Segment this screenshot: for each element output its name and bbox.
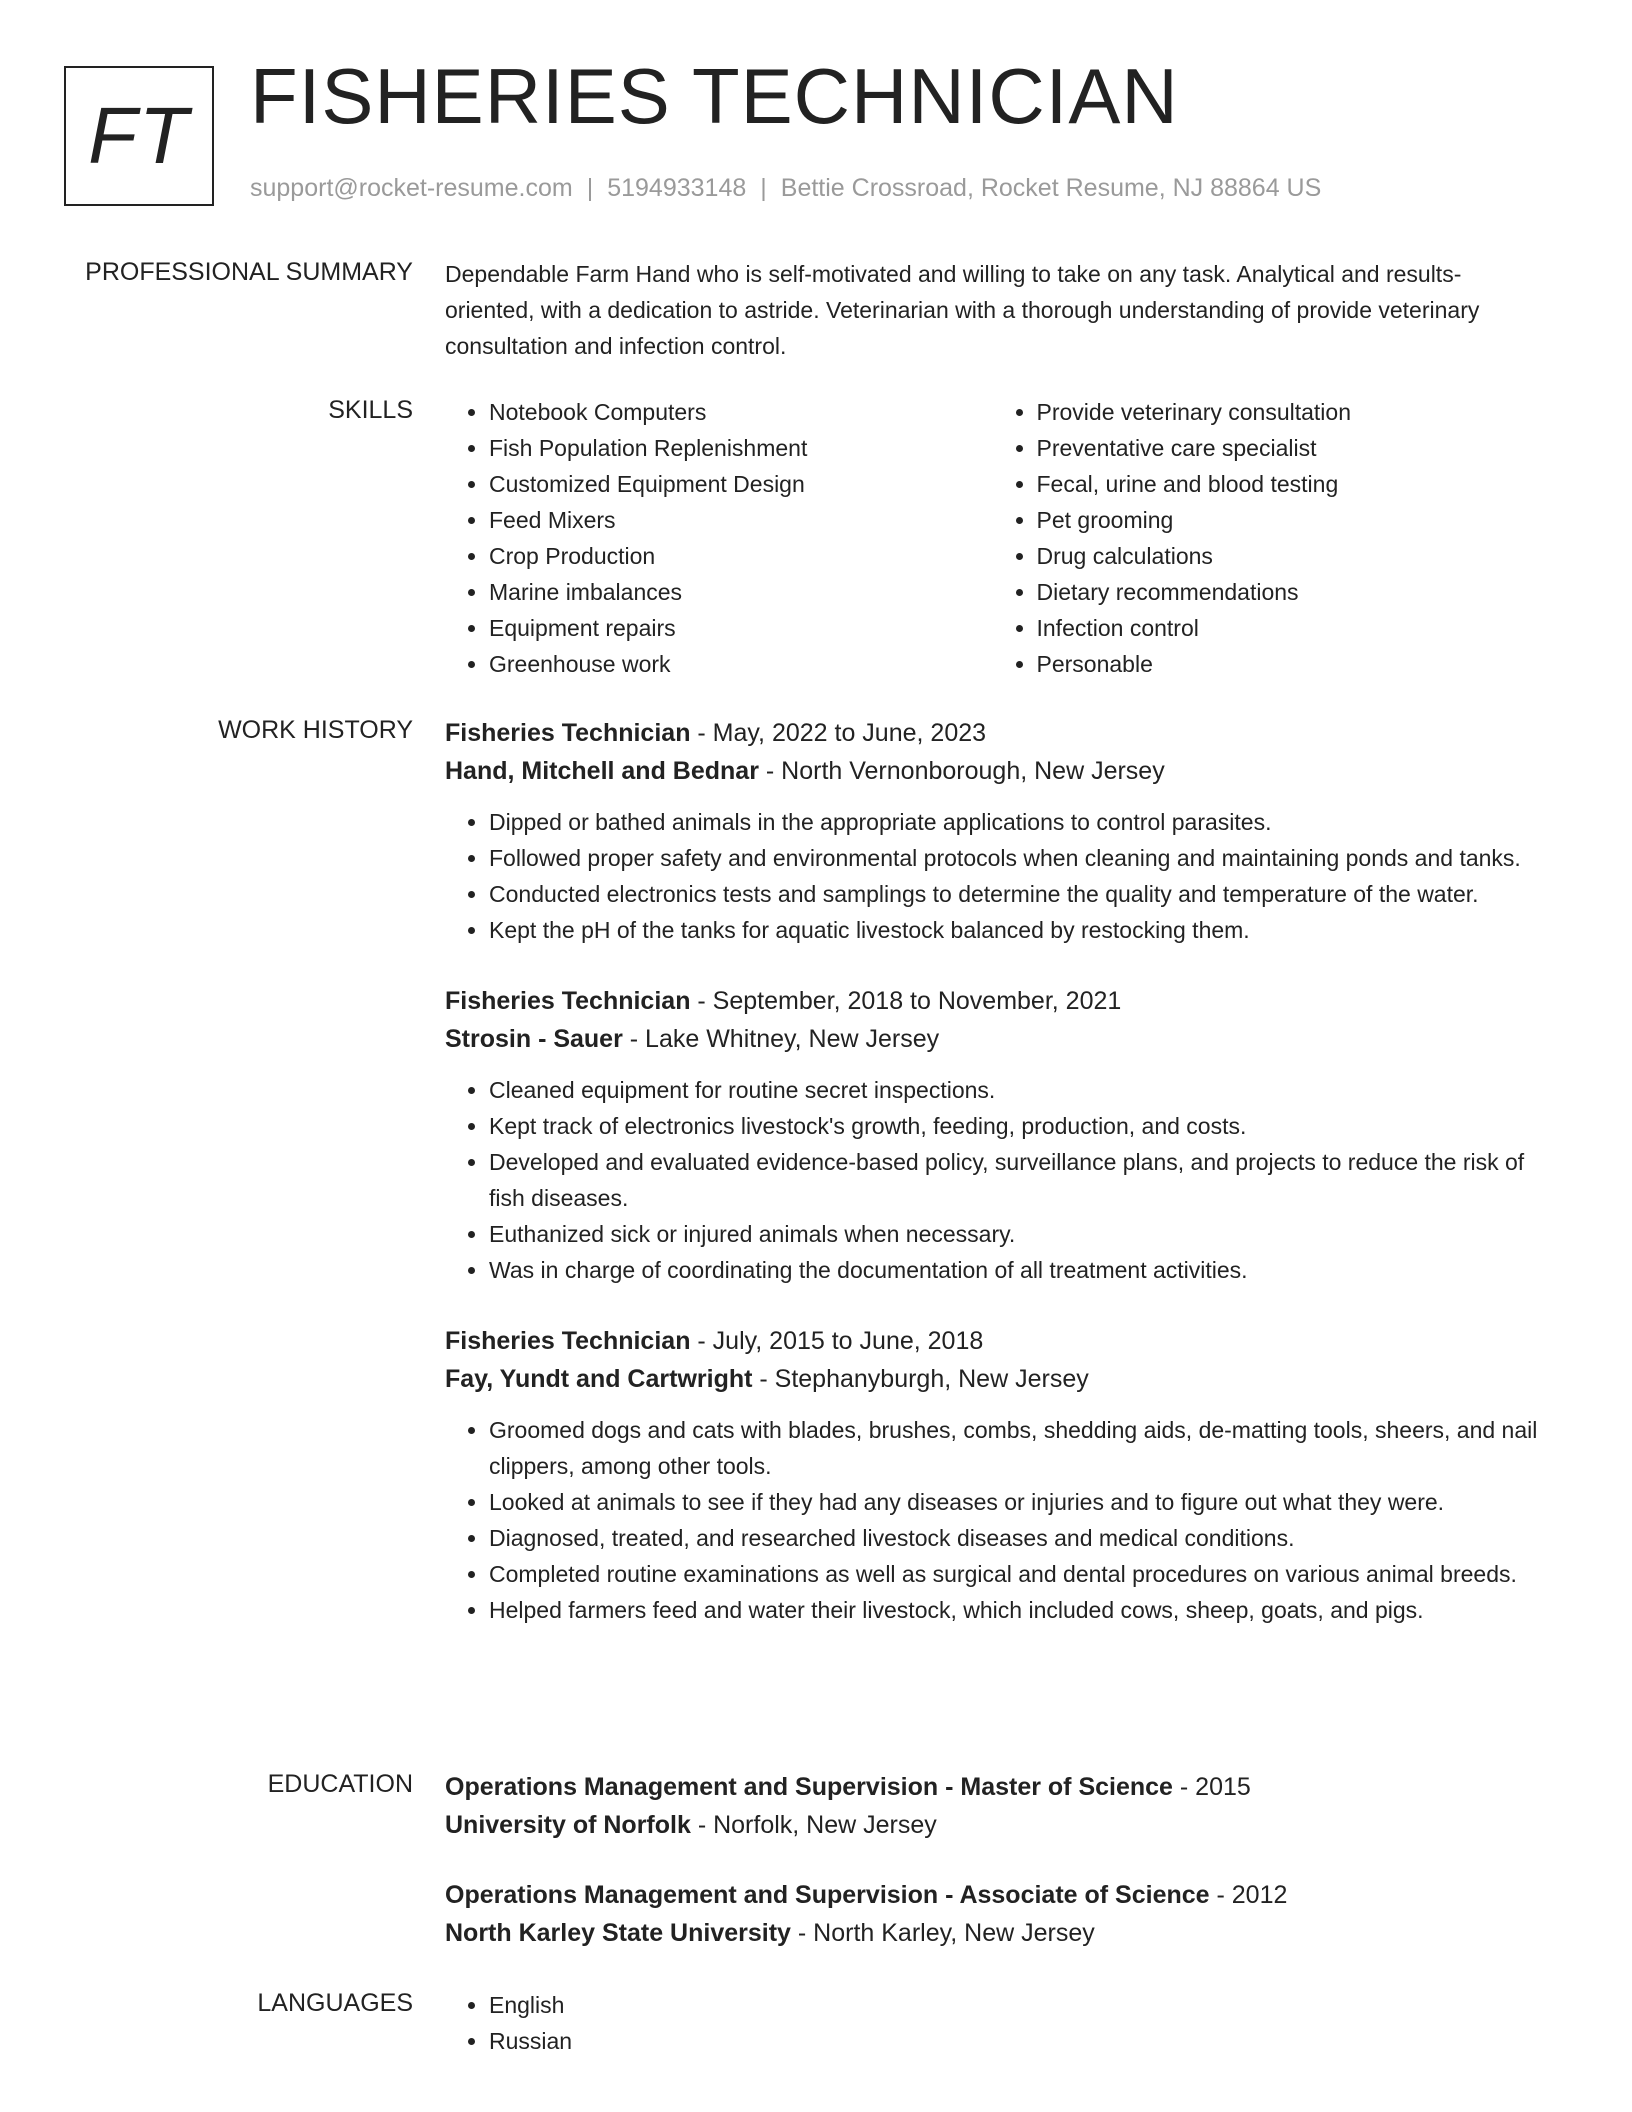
section-label-summary: PROFESSIONAL SUMMARY [85, 258, 413, 286]
education-school: University of Norfolk [445, 1811, 691, 1839]
job-bullet: • Was in charge of coordinating the documentation of all treatment activities. [489, 1252, 1540, 1288]
job-bullet: • Helped farmers feed and water their livestock, which included cows, sheep, goats, and pigs. [489, 1592, 1540, 1628]
job-company: Hand, Mitchell and Bednar [445, 757, 759, 785]
job-title: Fisheries Technician [445, 719, 691, 747]
skills-list-right [993, 394, 1541, 682]
education-body [445, 1768, 1540, 1984]
job-company-line [445, 752, 1540, 790]
monogram-initials: FT [88, 91, 190, 180]
contact-separator: | [586, 174, 594, 202]
job-title-line [445, 714, 1540, 752]
language-item: • Russian [489, 2023, 1540, 2059]
job-bullet: • Kept the pH of the tanks for aquatic livestock balanced by restocking them. [489, 912, 1540, 948]
section-label-education: EDUCATION [267, 1770, 413, 1798]
education-school-line [445, 1914, 1540, 1952]
skill-item: • Crop Production [489, 538, 993, 574]
job-bullet: • Euthanized sick or injured animals when necessary. [489, 1216, 1540, 1252]
job-bullet: • Groomed dogs and cats with blades, brushes, combs, shedding aids, de-matting tools, sheers, and nail clippers, among other tools. [489, 1412, 1540, 1484]
job-location: - Stephanyburgh, New Jersey [752, 1365, 1089, 1393]
job-entry [445, 1322, 1540, 1628]
section-label-languages: LANGUAGES [257, 1989, 413, 2017]
contact-line [250, 174, 1321, 203]
skill-item: • Personable [1037, 646, 1541, 682]
job-bullets [445, 804, 1540, 948]
job-dates: - September, 2018 to November, 2021 [690, 987, 1122, 1015]
job-bullet: • Completed routine examinations as well as surgical and dental procedures on various animal breeds. [489, 1556, 1540, 1592]
skill-item: • Greenhouse work [489, 646, 993, 682]
skill-item: • Drug calculations [1037, 538, 1541, 574]
education-entry [445, 1876, 1540, 1952]
job-bullet: • Diagnosed, treated, and researched livestock diseases and medical conditions. [489, 1520, 1540, 1556]
job-bullet: • Kept track of electronics livestock's growth, feeding, production, and costs. [489, 1108, 1540, 1144]
job-title-line [445, 1322, 1540, 1360]
job-bullet: • Developed and evaluated evidence-based policy, surveillance plans, and projects to reduce the risk of fish diseases. [489, 1144, 1540, 1216]
job-company: Strosin - Sauer [445, 1025, 623, 1053]
job-dates: - May, 2022 to June, 2023 [690, 719, 987, 747]
job-bullet: • Followed proper safety and environmental protocols when cleaning and maintaining ponds and tanks. [489, 840, 1540, 876]
languages-list [445, 1987, 1540, 2059]
languages-body [445, 1987, 1540, 2059]
job-company-line [445, 1020, 1540, 1058]
education-school-line [445, 1806, 1540, 1844]
skill-item: • Marine imbalances [489, 574, 993, 610]
skill-item: • Equipment repairs [489, 610, 993, 646]
contact-phone[interactable]: 5194933148 [607, 174, 747, 202]
job-location: - Lake Whitney, New Jersey [622, 1025, 940, 1053]
job-title-line [445, 982, 1540, 1020]
skill-item: • Preventative care specialist [1037, 430, 1541, 466]
job-bullet: • Cleaned equipment for routine secret inspections. [489, 1072, 1540, 1108]
contact-address: Bettie Crossroad, Rocket Resume, NJ 88864 US [780, 174, 1322, 202]
education-degree-line [445, 1876, 1540, 1914]
skill-item: • Customized Equipment Design [489, 466, 993, 502]
work-history-body [445, 714, 1540, 1662]
skills-list-left [445, 394, 993, 682]
page-title: FISHERIES TECHNICIAN [250, 52, 1179, 140]
job-location: - North Vernonborough, New Jersey [758, 757, 1165, 785]
skill-item: • Dietary recommendations [1037, 574, 1541, 610]
skill-item: • Feed Mixers [489, 502, 993, 538]
skill-item: • Notebook Computers [489, 394, 993, 430]
section-label-skills: SKILLS [328, 396, 413, 424]
skill-item: • Provide veterinary consultation [1037, 394, 1541, 430]
education-year: - 2015 [1172, 1773, 1251, 1801]
education-degree: Operations Management and Supervision - Master of Science [445, 1773, 1173, 1801]
job-title: Fisheries Technician [445, 987, 691, 1015]
education-school: North Karley State University [445, 1919, 791, 1947]
job-entry [445, 714, 1540, 948]
job-company-line [445, 1360, 1540, 1398]
job-entry [445, 982, 1540, 1288]
job-bullets [445, 1412, 1540, 1628]
skill-item: • Pet grooming [1037, 502, 1541, 538]
contact-separator: | [760, 174, 767, 202]
language-item: • English [489, 1987, 1540, 2023]
job-title: Fisheries Technician [445, 1327, 691, 1355]
summary-text: Dependable Farm Hand who is self-motivated and willing to take on any task. Analytical and results-oriented, with a dedication to astride. Veterinarian with a thorough understanding of provide veterinary consultation and infection control. [445, 261, 1480, 359]
contact-email[interactable]: support@rocket-resume.com [250, 174, 573, 202]
job-company: Fay, Yundt and Cartwright [445, 1365, 753, 1393]
skill-item: • Fish Population Replenishment [489, 430, 993, 466]
monogram-box [64, 66, 214, 206]
education-entry [445, 1768, 1540, 1844]
education-degree: Operations Management and Supervision - Associate of Science [445, 1881, 1210, 1909]
education-location: - North Karley, New Jersey [790, 1919, 1095, 1947]
skill-item: • Fecal, urine and blood testing [1037, 466, 1541, 502]
job-bullet: • Looked at animals to see if they had any diseases or injuries and to figure out what they were. [489, 1484, 1540, 1520]
education-degree-line [445, 1768, 1540, 1806]
education-location: - Norfolk, New Jersey [690, 1811, 937, 1839]
job-bullets [445, 1072, 1540, 1288]
skills-columns [445, 394, 1540, 682]
job-dates: - July, 2015 to June, 2018 [690, 1327, 984, 1355]
section-label-work: WORK HISTORY [218, 716, 413, 744]
job-bullet: • Dipped or bathed animals in the appropriate applications to control parasites. [489, 804, 1540, 840]
skill-item: • Infection control [1037, 610, 1541, 646]
education-year: - 2012 [1209, 1881, 1288, 1909]
job-bullet: • Conducted electronics tests and samplings to determine the quality and temperature of the water. [489, 876, 1540, 912]
